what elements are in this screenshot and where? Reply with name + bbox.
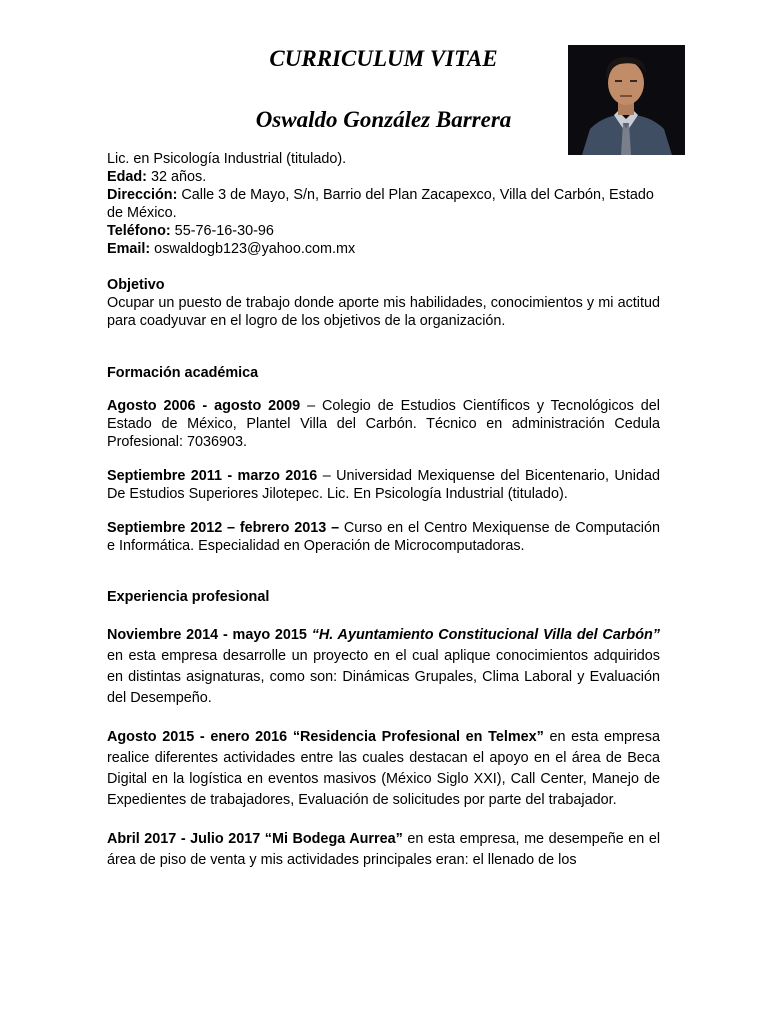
profile-photo (568, 45, 685, 155)
email-value: oswaldogb123@yahoo.com.mx (150, 241, 356, 257)
address-line (107, 186, 660, 222)
experience-item (107, 727, 660, 811)
experience-dates: Agosto 2015 - enero 2016 (107, 729, 293, 745)
education-item (107, 397, 660, 451)
experience-dates: Abril 2017 - Julio 2017 (107, 831, 265, 847)
experience-company: “Mi Bodega Aurrea” (264, 831, 403, 847)
email-label: Email: (107, 241, 151, 257)
degree-text: Lic. en Psicología Industrial (titulado). (107, 151, 347, 167)
age-value: 32 años. (146, 169, 207, 185)
experience-heading: Experiencia profesional (107, 589, 270, 605)
objective-heading: Objetivo (107, 277, 165, 293)
education-heading: Formación académica (107, 365, 259, 381)
cv-content (107, 150, 660, 871)
education-item (107, 467, 660, 503)
candidate-name: Oswaldo González Barrera (255, 107, 512, 132)
education-text: – Universidad Mexiquense del Bicentenario, Unidad De Estudios Superiores Jilotepec. Lic. En Psicología Industrial (titulado). (107, 468, 660, 502)
document-title: CURRICULUM VITAE (269, 46, 498, 71)
objective-section (107, 276, 660, 330)
experience-text: en esta empresa realice diferentes actividades entre las cuales destacan el apoyo en el área de Beca Digital en la logística en eventos masivos (México Siglo XXI), Call Center, Manejo de Expedientes de trabajadores, Evaluación de solicitudes por parte del trabajador. (107, 729, 660, 808)
experience-item (107, 625, 660, 709)
profile-photo-image (568, 45, 685, 155)
age-line (107, 168, 660, 186)
contact-block (107, 150, 660, 258)
education-item (107, 519, 660, 555)
address-label: Dirección: (107, 187, 178, 203)
age-label: Edad: (107, 169, 147, 185)
experience-company: “Residencia Profesional en Telmex” (292, 729, 544, 745)
education-section (107, 364, 660, 555)
education-dates: Septiembre 2012 – febrero 2013 – (107, 520, 340, 536)
phone-label: Teléfono: (107, 223, 171, 239)
objective-text: Ocupar un puesto de trabajo donde aporte mis habilidades, conocimientos y mi actitud para coadyuvar en el logro de los objetivos de la organización. (107, 295, 660, 329)
education-text: – Colegio de Estudios Científicos y Tecnológicos del Estado de México, Plantel Villa del Carbón. Técnico en administración Cedula Profesional: 7036903. (107, 398, 660, 450)
phone-line (107, 222, 660, 240)
degree-line (107, 150, 660, 168)
email-line (107, 240, 660, 258)
experience-company: “H. Ayuntamiento Constitucional Villa del Carbón” (311, 627, 660, 643)
experience-text: en esta empresa desarrolle un proyecto en el cual aplique conocimientos adquiridos en distintas asignaturas, como son: Dinámicas Grupales, Clima Laboral y Evaluación del Desempeño. (107, 648, 660, 706)
phone-value: 55-76-16-30-96 (170, 223, 274, 239)
experience-section (107, 587, 660, 871)
experience-dates: Noviembre 2014 - mayo 2015 (107, 627, 312, 643)
experience-text: en esta empresa, me desempeñe en el área de piso de venta y mis actividades principales eran: el llenado de los (107, 831, 661, 868)
experience-item (107, 829, 660, 871)
education-dates: Agosto 2006 - agosto 2009 (107, 398, 301, 414)
address-value: Calle 3 de Mayo, S/n, Barrio del Plan Zacapexco, Villa del Carbón, Estado de México. (107, 187, 654, 221)
education-dates: Septiembre 2011 - marzo 2016 (107, 468, 318, 484)
education-text: Curso en el Centro Mexiquense de Computación e Informática. Especialidad en Operación de Microcomputadoras. (107, 520, 661, 554)
